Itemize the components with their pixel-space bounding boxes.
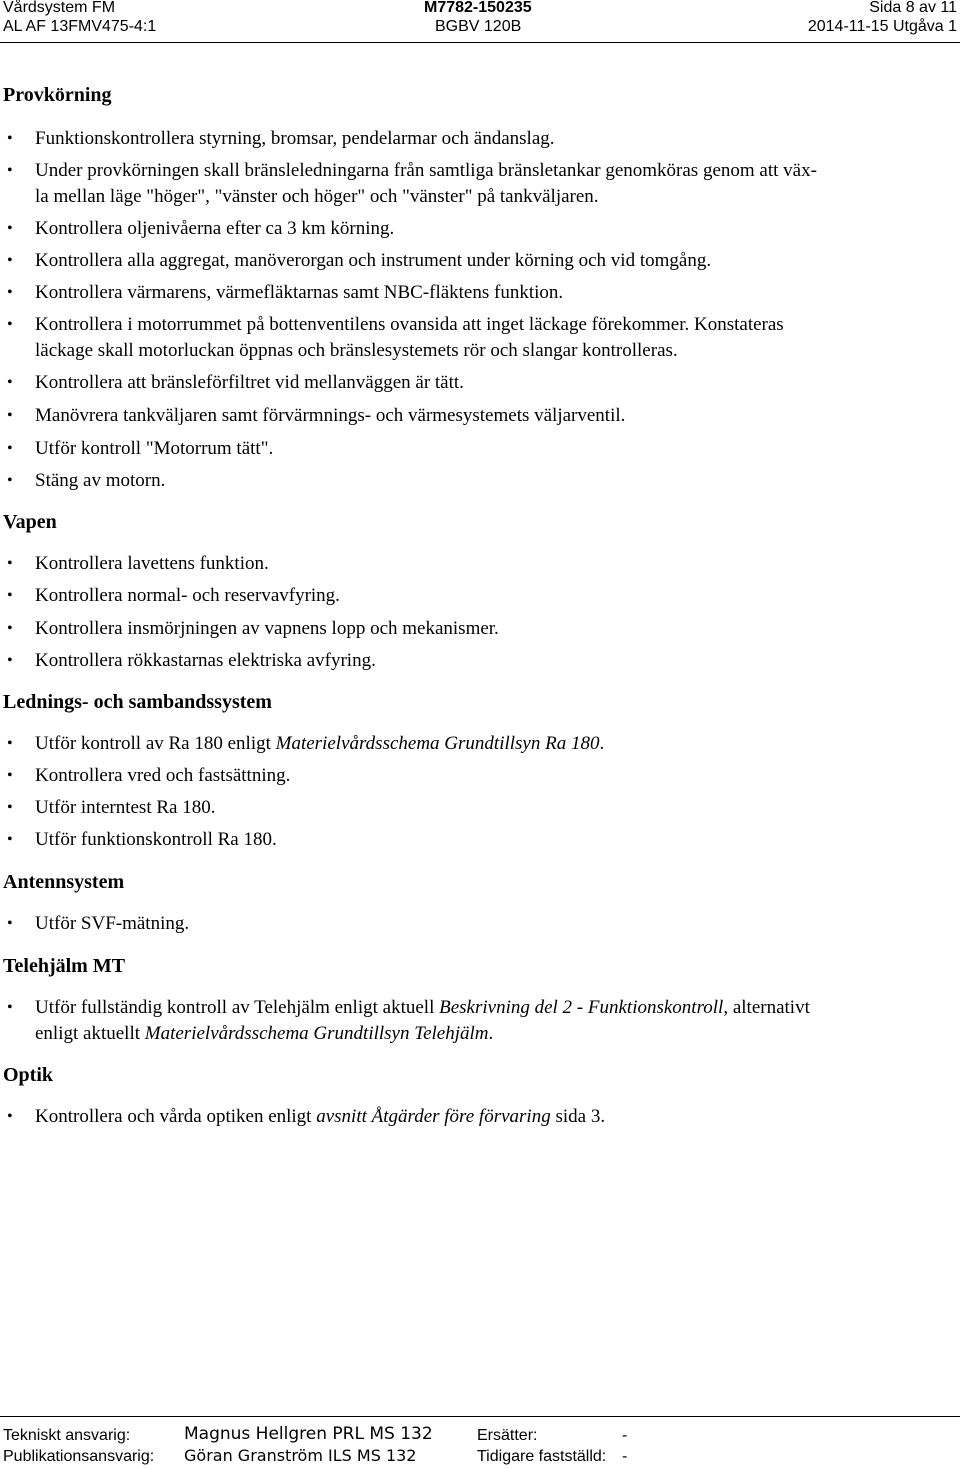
section-heading-provkorning: Provkörning — [3, 84, 112, 106]
bullet-icon: • — [7, 620, 13, 637]
footer-pub-value: Göran Granström ILS MS 132 — [184, 1446, 417, 1465]
header-rule — [0, 42, 960, 43]
list-item: Under provkörningen skall bränsleledningarna från samtliga bränsletankar genomköras genom att väx- la mellan läge "höger", "vänster och höger" och "vänster" på tankväljaren. — [35, 160, 817, 207]
bullet-icon: • — [7, 252, 13, 269]
list-item: Kontrollera normal- och reservavfyring. — [35, 585, 340, 606]
footer-rule — [0, 1416, 960, 1417]
list-item: Utför SVF-mätning. — [35, 913, 190, 934]
list-item: Funktionskontrollera styrning, bromsar, pendelarmar och ändanslag. — [35, 128, 555, 149]
bullet-icon: • — [7, 284, 13, 301]
bullet-icon: • — [7, 555, 13, 572]
footer-tech-value: Magnus Hellgren PRL MS 132 — [184, 1424, 433, 1444]
section-heading-ledning: Lednings- och sambandssystem — [3, 691, 272, 713]
bullet-icon: • — [7, 735, 13, 752]
list-item: Kontrollera insmörjningen av vapnens lopp och mekanismer. — [35, 618, 499, 639]
bullet-icon: • — [7, 767, 13, 784]
list-item: Manövrera tankväljaren samt förvärmnings- och värmesystemets väljarventil. — [35, 405, 626, 426]
section-heading-telehjalm: Telehjälm MT — [3, 955, 126, 977]
bullet-icon: • — [7, 587, 13, 604]
bullet-icon: • — [7, 316, 13, 333]
bullet-icon: • — [7, 374, 13, 391]
list-item: Utför funktionskontroll Ra 180. — [35, 829, 277, 850]
list-item: Utför kontroll "Motorrum tätt". — [35, 438, 274, 459]
bullet-icon: • — [7, 831, 13, 848]
section-heading-optik: Optik — [3, 1064, 54, 1086]
header-org: Vårdsystem FM — [3, 0, 116, 16]
list-item: Stäng av motorn. — [35, 470, 166, 491]
list-item: Utför fullständig kontroll av Telehjälm enligt aktuell Beskrivning del 2 - Funktionskontroll, alternativt enligt aktuellt Materielvårdsschema Grundtillsyn Telehjälm. — [35, 997, 810, 1044]
bullet-icon: • — [7, 799, 13, 816]
list-item: Kontrollera lavettens funktion. — [35, 553, 269, 574]
bullet-icon: • — [7, 220, 13, 237]
footer-prev-value: - — [622, 1448, 628, 1465]
section-heading-antenn: Antennsystem — [3, 871, 125, 893]
list-item: Kontrollera värmarens, värmefläktarnas samt NBC-fläktens funktion. — [35, 282, 564, 303]
list-item: Kontrollera rökkastarnas elektriska avfyring. — [35, 650, 376, 671]
bullet-icon: • — [7, 652, 13, 669]
list-item: Kontrollera att bränsleförfiltret vid mellanväggen är tätt. — [35, 372, 464, 393]
list-item: Kontrollera vred och fastsättning. — [35, 765, 291, 786]
footer-tech-label: Tekniskt ansvarig: — [3, 1427, 131, 1444]
page-footer — [0, 1416, 960, 1469]
header-model: BGBV 120B — [435, 18, 522, 35]
list-item: Kontrollera och vårda optiken enligt avsnitt Åtgärder före förvaring sida 3. — [35, 1106, 606, 1127]
section-heading-vapen: Vapen — [3, 511, 57, 533]
header-page-number: Sida 8 av 11 — [869, 0, 957, 16]
bullet-icon: • — [7, 162, 13, 179]
bullet-icon: • — [7, 130, 13, 147]
list-item: Kontrollera oljenivåerna efter ca 3 km körning. — [35, 218, 395, 239]
footer-prev-label: Tidigare fastställd: — [477, 1448, 607, 1465]
bullet-icon: • — [7, 472, 13, 489]
bullet-icon: • — [7, 915, 13, 932]
bullet-icon: • — [7, 440, 13, 457]
list-item: Utför kontroll av Ra 180 enligt Materielvårdsschema Grundtillsyn Ra 180. — [35, 733, 605, 754]
header-m-number: M7782-150235 — [424, 0, 532, 16]
bullet-icon: • — [7, 999, 13, 1016]
list-item: Kontrollera i motorrummet på bottenventilens ovansida att inget läckage förekommer. Konstateras läckage skall motorluckan öppnas och bränslesystemets rör och slangar kontrolleras. — [35, 314, 784, 361]
bullet-icon: • — [7, 407, 13, 424]
header-date-edition: 2014-11-15 Utgåva 1 — [807, 18, 957, 35]
footer-pub-label: Publikationsansvarig: — [3, 1448, 155, 1465]
header-doc-id: AL AF 13FMV475-4:1 — [3, 18, 157, 35]
list-item: Utför interntest Ra 180. — [35, 797, 216, 818]
bullet-icon: • — [7, 1108, 13, 1125]
page-header — [0, 0, 960, 46]
footer-replaces-value: - — [622, 1427, 628, 1444]
footer-replaces-label: Ersätter: — [477, 1427, 538, 1444]
list-item: Kontrollera alla aggregat, manöverorgan och instrument under körning och vid tomgång. — [35, 250, 712, 271]
